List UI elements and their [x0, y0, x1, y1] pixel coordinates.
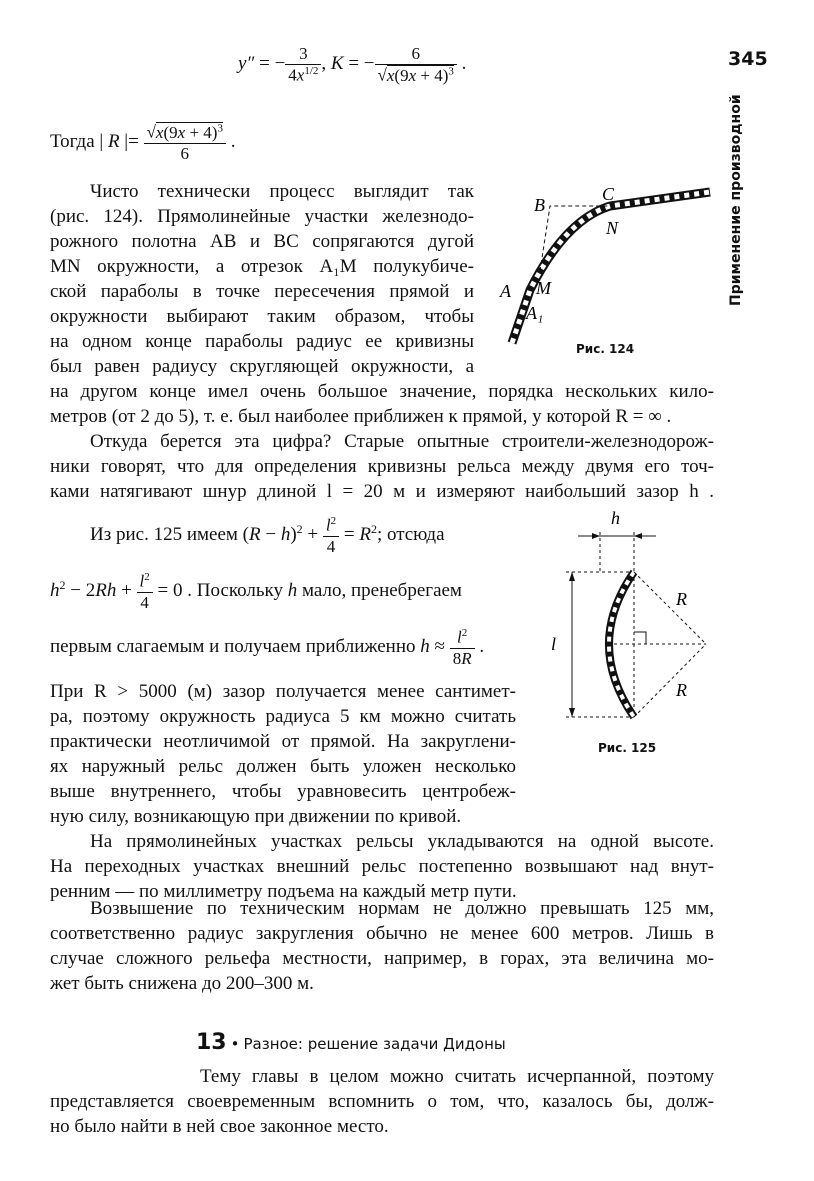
- text-line: ками натягивают шнур длиной l = 20 м и измеряют наибольший зазор h .: [50, 481, 714, 502]
- label-N: N: [606, 218, 619, 238]
- text-line: ской параболы в точке пересечения прямой и: [50, 281, 474, 302]
- text-line: (рис. 124). Прямолинейные участки железнодо-: [50, 206, 474, 227]
- text-line: но было найти в ней свое законное место.: [50, 1116, 389, 1137]
- paragraph-3-line-1: Из рис. 125 имеем $(R - h)^2$ + $\frac{l^2}{4}$ = $R^2$; отсюда: [90, 515, 445, 556]
- figure-125-caption: Рис. 125: [598, 741, 657, 755]
- text-line: случае сложного рельефа местности, например, в горах, эта величина мо-: [50, 948, 714, 969]
- label-A1: A₁: [526, 303, 544, 323]
- h-arrow-left: [592, 533, 600, 539]
- paragraph-3-line-3: первым слагаемым и получаем приближенно h ≈ $\frac{l^2}{8R}$ .: [50, 627, 485, 668]
- text-line: На переходных участках внешний рельс постепенно возвышают над внут-: [50, 856, 714, 877]
- radius-intro: Тогда: [50, 131, 95, 153]
- section-number: 13: [196, 1030, 227, 1055]
- figure-124-caption: Рис. 124: [576, 342, 635, 356]
- running-header: Применение производной: [728, 94, 744, 306]
- label-C: C: [602, 184, 615, 204]
- text-line: представляется своевременным вспомнить о том, что, казалось бы, долж-: [50, 1091, 714, 1112]
- paragraph-2: [50, 429, 714, 504]
- text-line: Возвышение по техническим нормам не должно превышать 125 мм,: [90, 898, 714, 919]
- label-M: M: [536, 278, 551, 298]
- paragraph-1-wide: [50, 379, 714, 429]
- text-line: на другом конце имел очень большое значение, порядка нескольких кило-: [50, 381, 714, 402]
- page-number: 345: [728, 48, 768, 70]
- text-line: метров (от 2 до 5), т. е. был наиболее приближен к прямой, у которой R = ∞ .: [50, 406, 672, 427]
- formula-radius: Тогда | R |= $\frac{√x(9x + 4)^3}{6}$ .: [50, 122, 236, 163]
- text-line: был равен радиусу скругляющей окружности, а: [50, 356, 474, 377]
- section-bullet: •: [230, 1035, 240, 1053]
- label-B: B: [534, 195, 545, 215]
- text-line: выше внутреннего, чтобы уравновесить центробеж-: [50, 781, 516, 802]
- formula-second-derivative: y″ = − $\frac{3}{4x^{1/2}}$ , K = − $\frac{6}{√x(9x + 4)^3}$ .: [238, 44, 467, 85]
- paragraph-5: [50, 829, 714, 904]
- paragraph-6: [50, 896, 714, 996]
- paragraph-1: [50, 179, 474, 379]
- section-title: Разное: решение задачи Дидоны: [243, 1035, 506, 1053]
- paragraph-7: [50, 1064, 714, 1139]
- text-line: На прямолинейных участках рельсы укладываются на одной высоте.: [90, 831, 714, 852]
- paragraph-4: [50, 679, 516, 829]
- text-line: на одном конце параболы радиус ее кривизны: [50, 331, 474, 352]
- text-line: рожного полотна AB и BC сопрягаются дугой: [50, 231, 474, 252]
- text-line: При R > 5000 (м) зазор получается менее сантимет-: [50, 681, 516, 702]
- l-arrow-top: [569, 572, 575, 581]
- label-R-bottom: R: [676, 680, 687, 700]
- text-line: ную силу, возникающую при движении по кривой.: [50, 806, 462, 827]
- text-line: ники говорят, что для определения кривизны рельса между двумя его точ-: [50, 456, 714, 477]
- text-line: MN окружности, а отрезок A₁M полукубиче-: [50, 256, 474, 277]
- h-arrow-right: [634, 533, 642, 539]
- paragraph-3-line-2: $h^2 - 2Rh$ + $\frac{l^2}{4}$ = 0 . Поскольку h мало, пренебрегаем: [50, 571, 462, 612]
- text-line: Откуда берется эта цифра? Старые опытные строители-железнодорож-: [90, 431, 714, 452]
- text-line: ренним — по миллиметру подъема на каждый метр пути.: [50, 881, 517, 902]
- text-line: соответственно радиус закругления обычно не менее 600 метров. Лишь в: [50, 923, 714, 944]
- label-A: A: [500, 281, 511, 301]
- label-h: h: [611, 508, 620, 528]
- section-heading: [196, 1030, 506, 1055]
- right-angle-mark: [634, 632, 646, 644]
- text-line: жет быть снижена до 200–300 м.: [50, 973, 314, 994]
- text-line: Чисто технически процесс выглядит так: [90, 181, 474, 202]
- figure-125: [548, 502, 718, 730]
- label-R-top: R: [676, 589, 687, 609]
- text-line: ра, поэтому окружность радиуса 5 км можно считать: [50, 706, 516, 727]
- radius-top: [634, 572, 706, 644]
- text-line: Тему главы в целом можно считать исчерпанной, поэтому: [200, 1066, 714, 1087]
- label-l: l: [551, 634, 557, 654]
- text-line: ях наружный рельс должен быть уложен несколько: [50, 756, 516, 777]
- radius-bottom: [634, 644, 706, 717]
- text-line: практически неотличимой от прямой. На закруглени-: [50, 731, 516, 752]
- text-line: окружности выбирают таким образом, чтобы: [50, 306, 474, 327]
- figure-124: [490, 180, 722, 360]
- l-arrow-bottom: [569, 708, 575, 717]
